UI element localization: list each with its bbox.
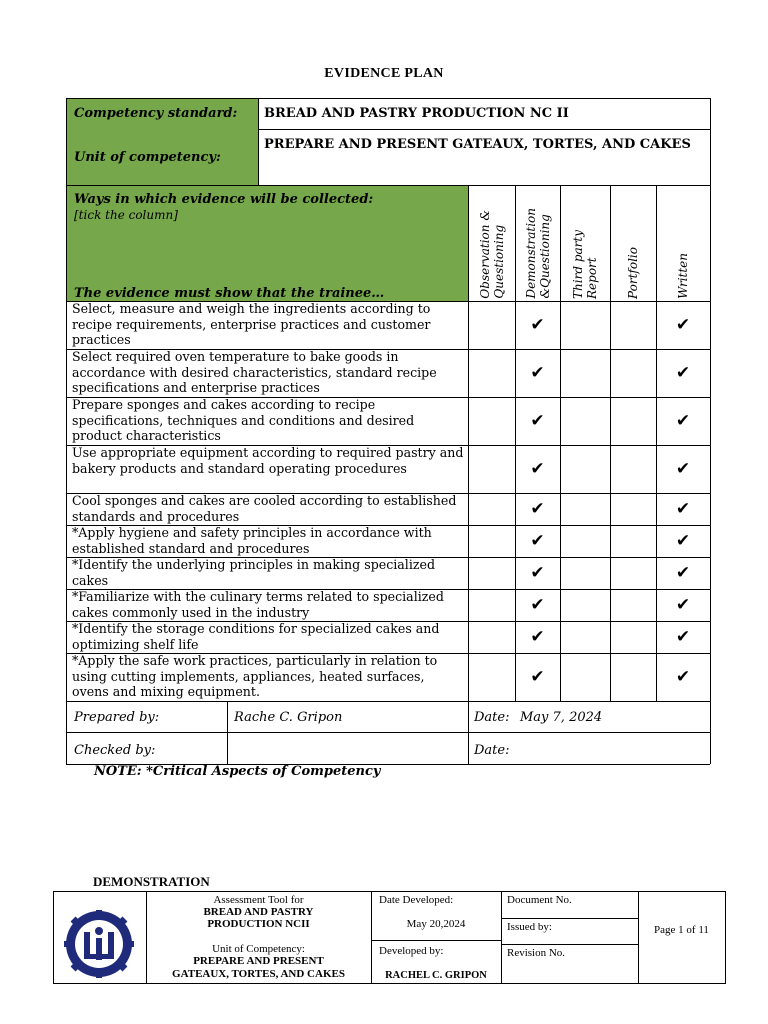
- checked-date-label: Date:: [474, 743, 510, 758]
- method-header-4: [610, 185, 656, 301]
- evidence-row: [66, 621, 710, 653]
- unit-of-competency-value: PREPARE AND PRESENT GATEAUX, TORTES, AND CAKES: [264, 137, 691, 152]
- competency-standard-value: BREAD AND PASTRY PRODUCTION NC II: [264, 106, 569, 121]
- evidence-row: [66, 557, 710, 589]
- evidence-row: [66, 397, 710, 445]
- method-header-label: Portfolio: [626, 247, 640, 299]
- ways-label: Ways in which evidence will be collected:: [74, 192, 374, 207]
- check-mark-icon: ✔: [675, 315, 691, 335]
- evidence-row: [66, 653, 710, 701]
- method-header-3: [560, 185, 610, 301]
- unit-of-competency-label: Unit of competency:: [74, 150, 221, 165]
- prepared-by-name: Rache C. Gripon: [234, 710, 343, 725]
- method-header-label: Third party Report: [571, 230, 599, 299]
- method-header-1: [468, 185, 515, 301]
- check-mark-icon: ✔: [675, 595, 691, 615]
- check-mark-icon: ✔: [530, 627, 545, 647]
- evidence-row-text: Select required oven temperature to bake goods in accordance with desired characteristics, standard recipe specifications and enterprise practices: [72, 349, 437, 396]
- evidence-label: The evidence must show that the trainee…: [74, 286, 385, 301]
- check-mark-icon: ✔: [530, 595, 545, 615]
- footer-date-developed: May 20,2024: [406, 918, 466, 930]
- check-mark-icon: ✔: [530, 363, 545, 383]
- evidence-row-text: Prepare sponges and cakes according to recipe specifications, techniques and conditions and desired product characteristics: [72, 397, 415, 444]
- checked-by-label: Checked by:: [74, 743, 156, 758]
- evidence-row: [66, 493, 710, 525]
- evidence-row: [66, 445, 710, 493]
- prepared-by-label: Prepared by:: [74, 710, 160, 725]
- footer-unit: PREPARE AND PRESENT GATEAUX, TORTES, AND CAKES: [172, 955, 345, 980]
- check-mark-icon: ✔: [530, 459, 545, 479]
- evidence-row-text: *Apply hygiene and safety principles in accordance with established standard and procedures: [72, 525, 432, 556]
- page-title: EVIDENCE PLAN: [324, 66, 444, 81]
- evidence-row-text: *Familiarize with the culinary terms related to specialized cakes commonly used in the industry: [72, 589, 444, 620]
- evidence-row: [66, 349, 710, 397]
- ways-hint: [tick the column]: [74, 208, 178, 222]
- footer-date-developed-label: Date Developed:: [379, 894, 454, 906]
- evidence-row-text: *Identify the underlying principles in making specialized cakes: [72, 557, 436, 588]
- evidence-row-text: Cool sponges and cakes are cooled according to established standards and procedures: [72, 493, 457, 524]
- evidence-row: [66, 525, 710, 557]
- check-mark-icon: ✔: [530, 411, 545, 431]
- check-mark-icon: ✔: [675, 627, 691, 647]
- evidence-plan-table: [66, 98, 710, 764]
- footer-developed-by: RACHEL C. GRIPON: [385, 970, 487, 981]
- evidence-row-text: Select, measure and weigh the ingredients according to recipe requirements, enterprise practices and customer practices: [72, 301, 431, 348]
- footer-issued-by-label: Issued by:: [507, 921, 552, 933]
- method-header-label: Observation & Questioning: [477, 210, 506, 299]
- document-footer: [53, 891, 726, 984]
- footer-document-no-label: Document No.: [507, 894, 572, 906]
- method-header-label: Demonstration &Questioning: [523, 208, 552, 299]
- footer-tool-for: Assessment Tool for: [213, 894, 304, 906]
- method-header-2: [515, 185, 560, 301]
- check-mark-icon: ✔: [675, 667, 691, 687]
- demonstration-heading: DEMONSTRATION: [93, 874, 210, 889]
- evidence-row-text: Use appropriate equipment according to required pastry and bakery products and standard operating procedures: [72, 445, 464, 476]
- check-mark-icon: ✔: [530, 563, 545, 583]
- evidence-row: [66, 589, 710, 621]
- check-mark-icon: ✔: [530, 499, 545, 519]
- evidence-row-text: *Apply the safe work practices, particularly in relation to using cutting implements, appliances, heated surfaces, ovens and mixing equipment.: [72, 653, 438, 700]
- evidence-row: [66, 301, 710, 349]
- check-mark-icon: ✔: [675, 563, 691, 583]
- check-mark-icon: ✔: [530, 315, 545, 335]
- check-mark-icon: ✔: [530, 531, 545, 551]
- footer-unit-label: Unit of Competency:: [212, 943, 305, 955]
- tesda-logo-icon: [60, 910, 138, 978]
- footer-page-number: Page 1 of 11: [654, 924, 709, 936]
- method-header-label: Written: [676, 253, 690, 299]
- check-mark-icon: ✔: [675, 459, 691, 479]
- check-mark-icon: ✔: [675, 531, 691, 551]
- prepared-date-label: Date:: [474, 710, 510, 725]
- check-mark-icon: ✔: [675, 499, 691, 519]
- competency-standard-label: Competency standard:: [74, 106, 238, 121]
- check-mark-icon: ✔: [530, 667, 545, 687]
- check-mark-icon: ✔: [675, 411, 691, 431]
- footer-revision-no-label: Revision No.: [507, 947, 566, 959]
- prepared-date: May 7, 2024: [520, 710, 603, 725]
- footer-developed-by-label: Developed by:: [379, 945, 444, 957]
- footer-qualification: BREAD AND PASTRY PRODUCTION NCII: [203, 906, 314, 930]
- evidence-row-text: *Identify the storage conditions for specialized cakes and optimizing shelf life: [72, 621, 440, 652]
- check-mark-icon: ✔: [675, 363, 691, 383]
- note-critical-aspects: NOTE: *Critical Aspects of Competency: [94, 764, 381, 779]
- method-header-5: [656, 185, 710, 301]
